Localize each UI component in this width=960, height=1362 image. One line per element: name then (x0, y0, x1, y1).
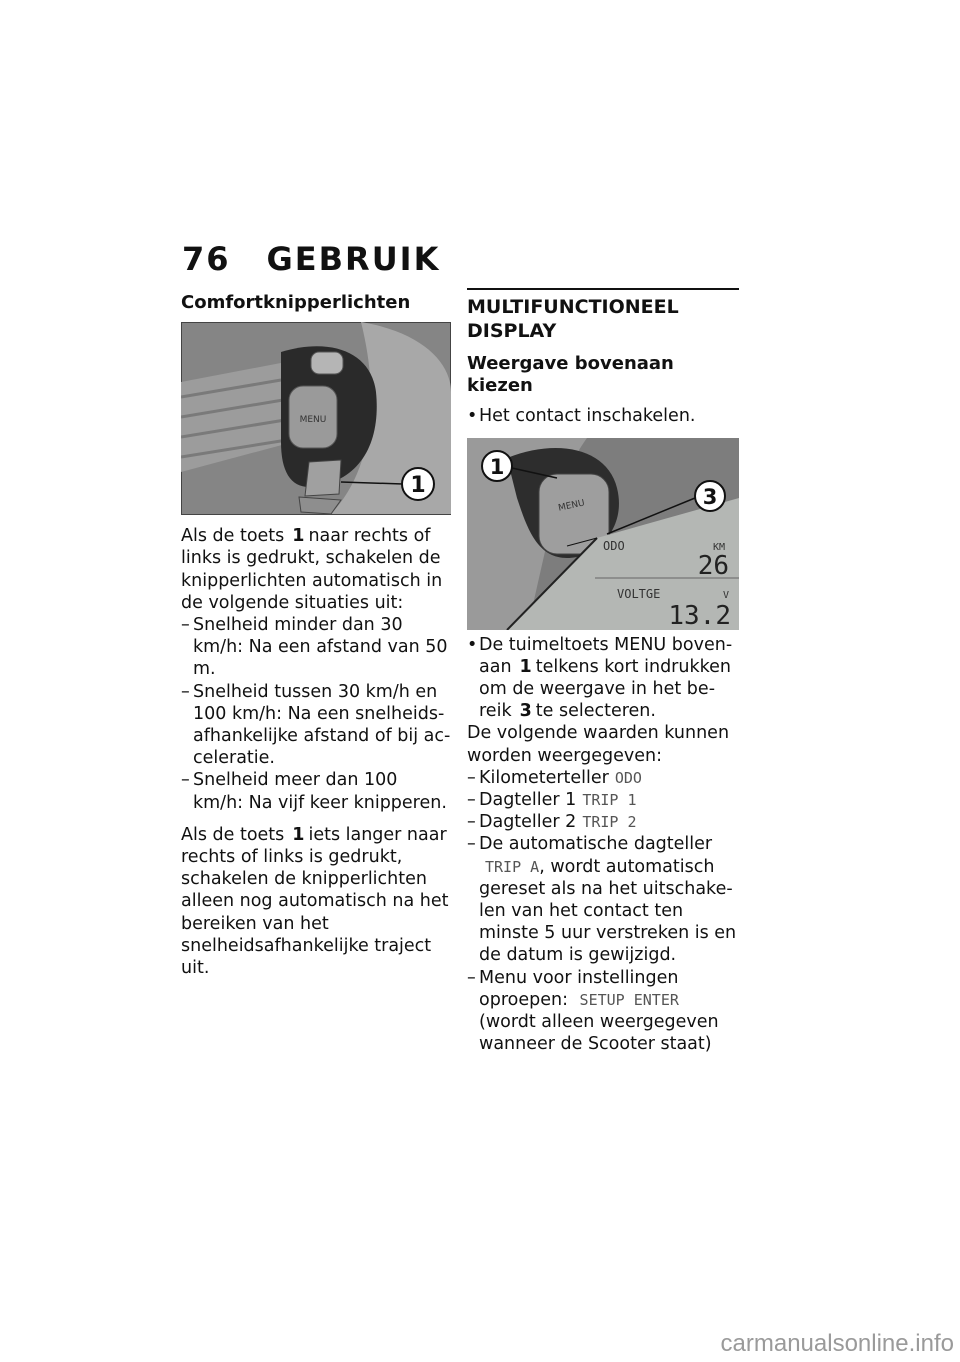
list-item: – De automatische dagteller TRIP A, wordt automatisch gereset als na het uitschakelen van het contact ten minste 5 uur verstreken is en de datum is gewijzigd. (467, 834, 737, 966)
list-item: – Snelheid tussen 30 km/h en 100 km/h: Na een snelheidsafhankelijke afstand of bij acceleratie. (181, 681, 451, 769)
list-item: – Menu voor instellingen oproepen: SETUP ENTER (wordt alleen weergegeven wanneer de Scooter staat) (467, 967, 719, 1055)
left-column (181, 292, 451, 979)
list-item: – Dagteller 2 TRIP 2 (467, 812, 637, 833)
p2-text-a: Als de toets (181, 824, 285, 845)
paragraph-2 (181, 824, 451, 979)
bullet-item: •De tuimeltoets MENU bovenaan 1 telkens kort indrukken om de weergave in het bereik 3 te selecteren. (467, 634, 733, 722)
p2-ref: 1 (292, 824, 305, 845)
values-intro: De volgende waarden kunnen worden weergegeven: (467, 723, 730, 766)
display-figure (467, 438, 739, 630)
figure-menu-label: MENU (299, 415, 327, 426)
callout-1-display: 1 (489, 454, 505, 479)
p1-text-b: naar rechts of links is gedrukt, schakelen de knipperlichten automatisch in de volgende situaties uit: (181, 526, 443, 613)
subheading-weergave: Weergave bovenaan kiezen (467, 353, 674, 397)
callout-1: 1 (410, 473, 426, 499)
figure2-menu-label: MENU (557, 497, 586, 514)
lcd-volt-unit: V (722, 589, 729, 601)
lcd-odo-label: ODO (603, 538, 625, 553)
paragraph-1 (181, 525, 451, 614)
bullet-item: •Het contact inschakelen. (467, 406, 696, 427)
section-heading-comfort: Comfortknipperlichten (181, 292, 411, 313)
right-column (467, 288, 739, 1055)
page-header (182, 240, 440, 278)
lcd-odo-value: 26 (697, 550, 729, 581)
page-title: GEBRUIK (266, 240, 441, 278)
list-item: – Kilometerteller ODO (467, 767, 642, 788)
handlebar-switch-figure (181, 322, 451, 515)
section-heading-display: MULTIFUNCTIONEEL DISPLAY (467, 288, 739, 343)
lcd-volt-label: VOLTGE (617, 586, 661, 601)
lcd-odo-unit: KM (712, 541, 725, 553)
p2-text-b: iets langer naar rechts of links is gedrukt, schakelen de knipperlichten alleen nog automatisch na het bereiken van het snelheidsafhankelijke traject uit. (181, 824, 449, 979)
p1-text-a: Als de toets (181, 526, 285, 547)
watermark[interactable]: carmanualsonline.info (720, 1330, 954, 1357)
list-item: – Snelheid meer dan 100 km/h: Na vijf keer knipperen. (181, 770, 447, 813)
list-item: – Dagteller 1 TRIP 1 (467, 790, 637, 811)
lcd-volt-value: 13.2 (668, 600, 731, 630)
list-item: – Snelheid minder dan 30 km/h: Na een afstand van 50 m. (181, 615, 448, 680)
page-number: 76 (182, 240, 231, 278)
p1-ref: 1 (292, 526, 305, 547)
callout-3-display: 3 (702, 484, 718, 509)
